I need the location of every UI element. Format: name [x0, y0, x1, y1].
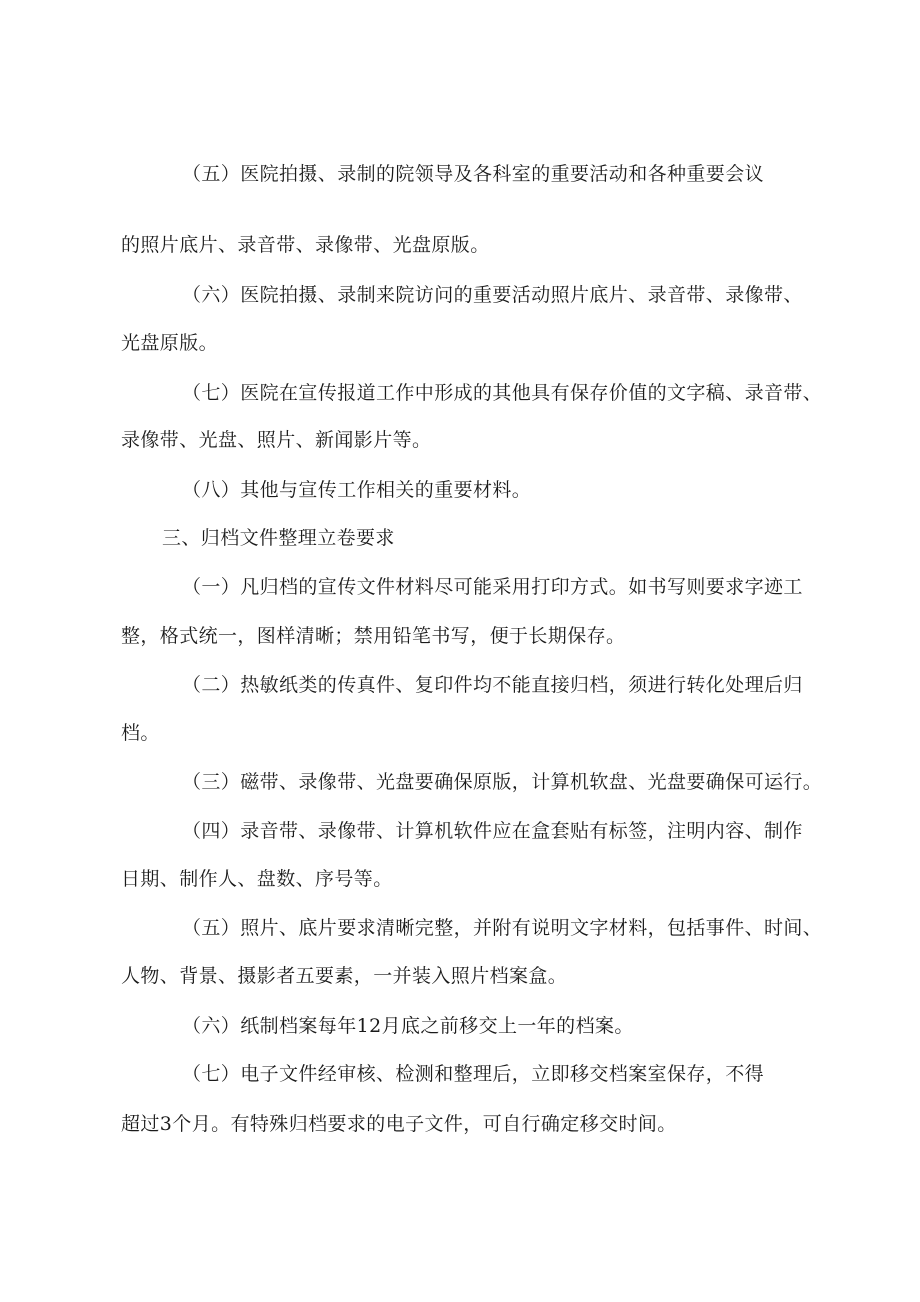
text-line: 光盘原版。 — [121, 332, 219, 354]
text-line: （三）磁带、录像带、光盘要确保原版，计算机软盘、光盘要确保可运行。 — [182, 771, 823, 793]
text-line: （五）医院拍摄、录制的院领导及各科室的重要活动和各种重要会议 — [182, 163, 765, 185]
text-line: （七）医院在宣传报道工作中形成的其他具有保存价值的文字稿、录音带、 — [182, 382, 823, 404]
text-line: （七）电子文件经审核、检测和整理后，立即移交档案室保存，不得 — [182, 1063, 765, 1085]
text-line: （六）纸制档案每年12月底之前移交上一年的档案。 — [182, 1015, 634, 1037]
section-heading: 三、归档文件整理立卷要求 — [162, 527, 395, 549]
text-line: 档。 — [121, 722, 160, 744]
text-line: （四）录音带、录像带、计算机软件应在盒套贴有标签，注明内容、制作 — [182, 820, 803, 842]
text-line: 录像带、光盘、照片、新闻影片等。 — [121, 429, 432, 451]
text-line: （六）医院拍摄、录制来院访问的重要活动照片底片、录音带、录像带、 — [182, 284, 803, 306]
text-line: （一）凡归档的宣传文件材料尽可能采用打印方式。如书写则要求字迹工 — [182, 576, 803, 598]
text-line: 人物、背景、摄影者五要素，一并装入照片档案盒。 — [121, 965, 568, 987]
text-line: 超过3个月。有特殊归档要求的电子文件，可自行确定移交时间。 — [121, 1113, 677, 1135]
text-line: （八）其他与宣传工作相关的重要材料。 — [182, 479, 532, 501]
text-line: （五）照片、底片要求清晰完整，并附有说明文字材料，包括事件、时间、 — [182, 917, 823, 939]
text-line: 的照片底片、录音带、录像带、光盘原版。 — [121, 234, 490, 256]
text-line: 整，格式统一，图样清晰；禁用铅笔书写，便于长期保存。 — [121, 625, 626, 647]
text-line: 日期、制作人、盘数、序号等。 — [121, 868, 393, 890]
text-line: （二）热敏纸类的传真件、复印件均不能直接归档，须进行转化处理后归 — [182, 674, 803, 696]
